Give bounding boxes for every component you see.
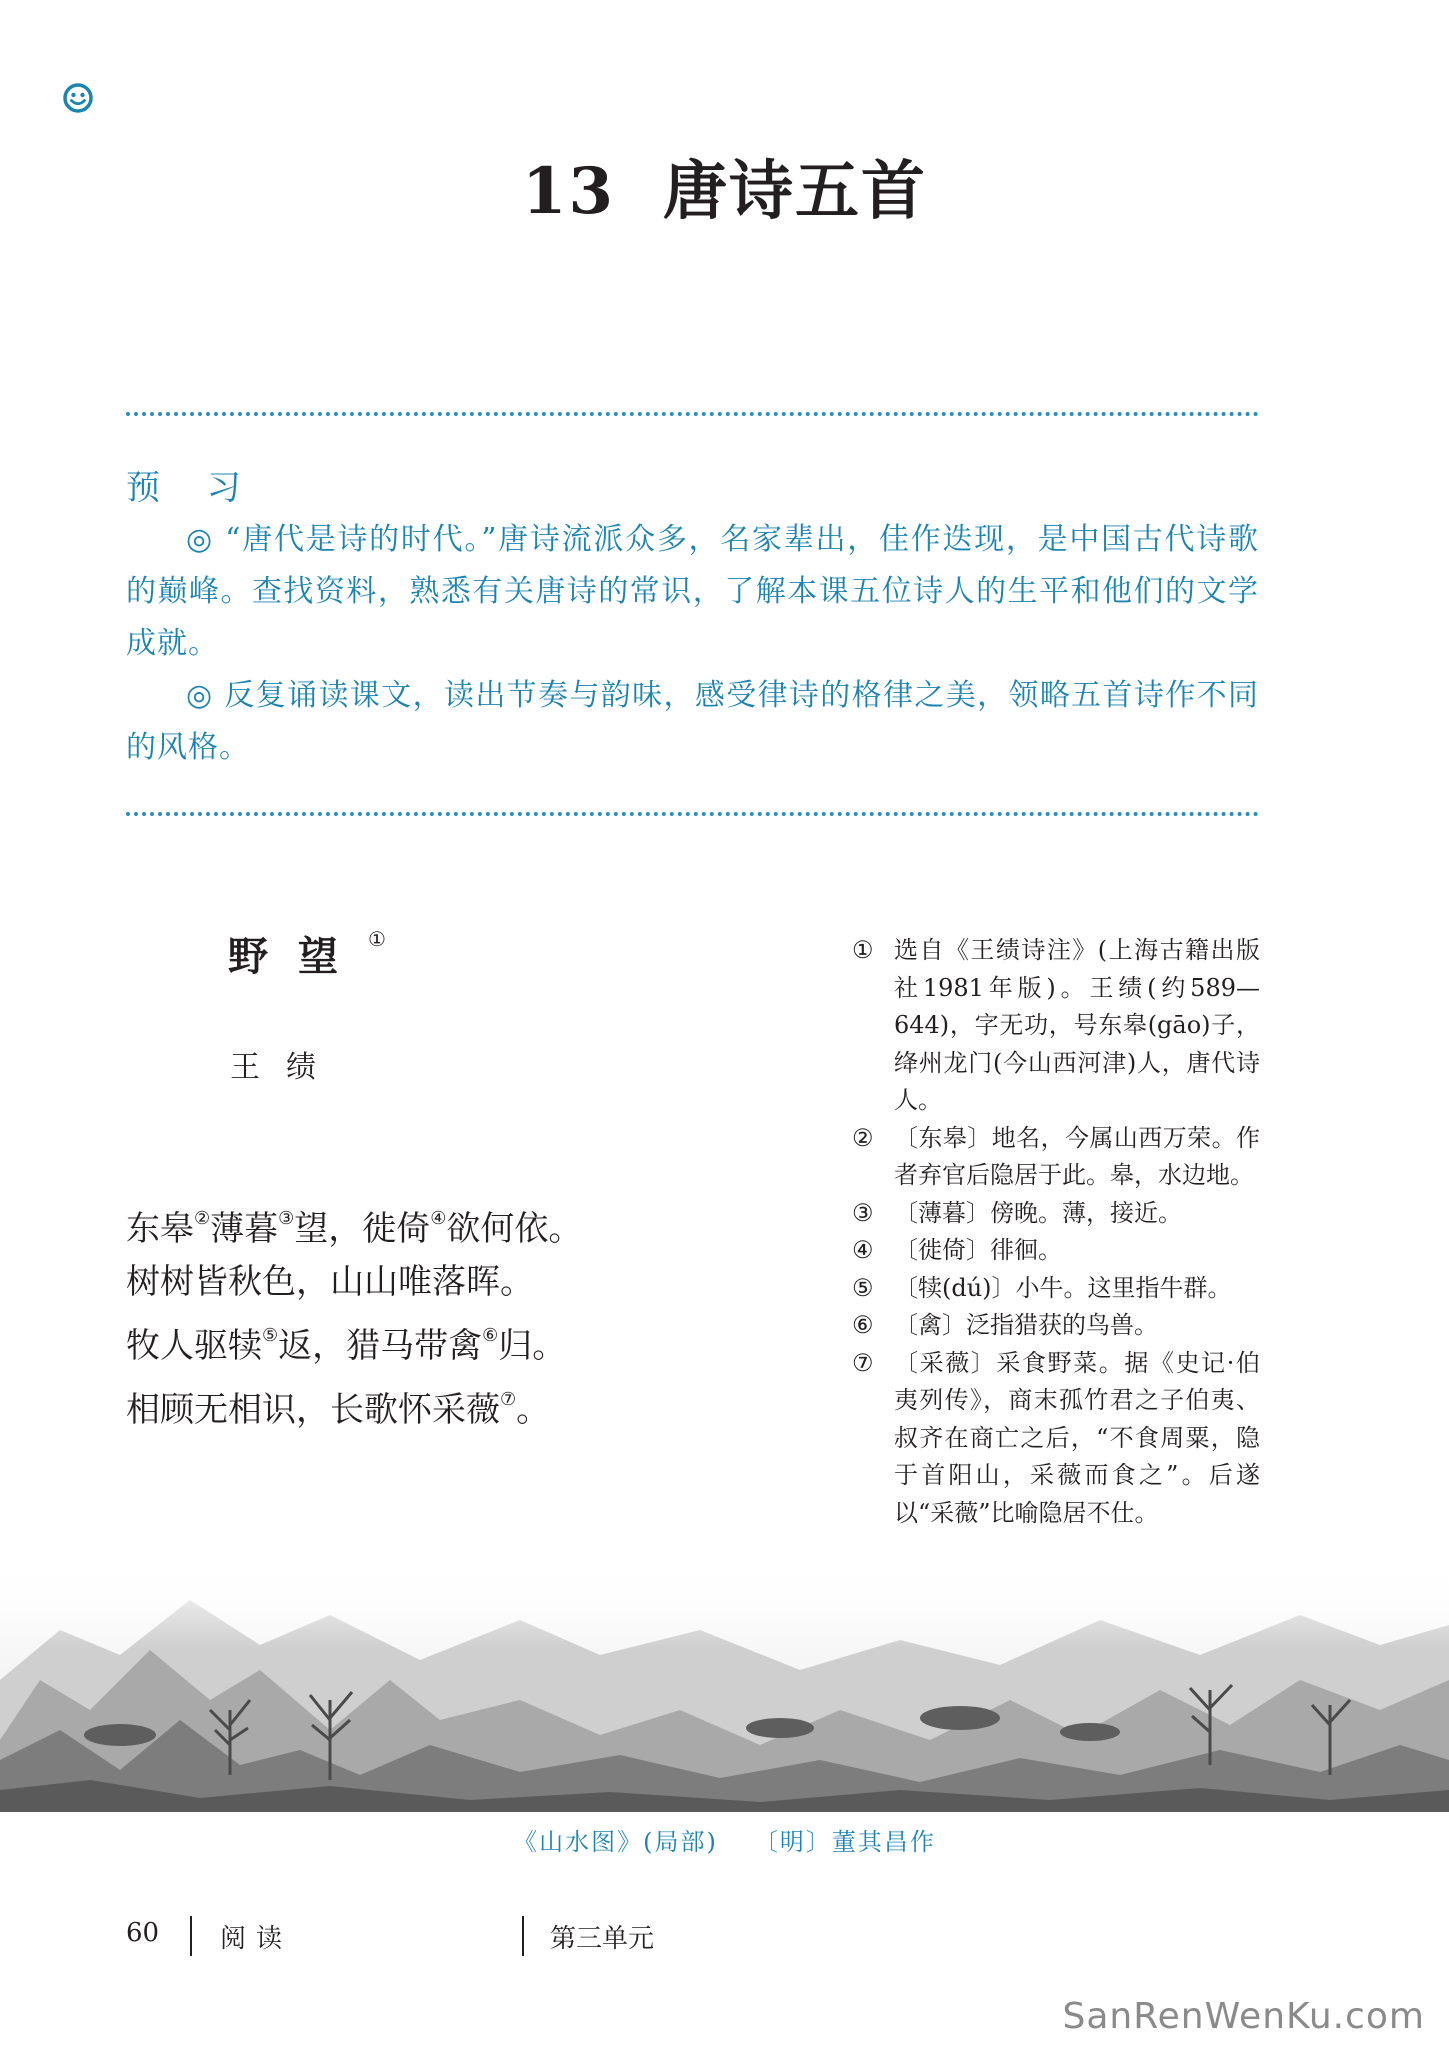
footnote — [852, 1120, 1260, 1195]
poem-text: 薄暮 — [210, 1209, 279, 1249]
poem-line — [126, 1309, 582, 1373]
poem-text: 欲何依。 — [446, 1209, 583, 1249]
footnote-number: ③ — [852, 1198, 874, 1227]
poem-title-note-marker: ① — [368, 927, 386, 951]
footnote-number: ⑤ — [852, 1273, 874, 1302]
landscape-painting — [0, 1560, 1449, 1812]
footnote-text: 〔犊(dú)〕小牛。这里指牛群。 — [894, 1273, 1232, 1302]
painting-caption-credit: 〔明〕董其昌作 — [753, 1828, 936, 1856]
preview-heading: 预 习 — [126, 468, 259, 508]
preview-paragraph-1: ◎ “唐代是诗的时代。”唐诗流派众多，名家辈出，佳作迭现，是中国古代诗歌的巅峰。查找资料，熟悉有关唐诗的常识，了解本课五位诗人的生平和他们的文学成就。 — [126, 522, 1259, 661]
footnote — [852, 1232, 1260, 1270]
poem-text: 树树皆秋色，山山唯落晖。 — [126, 1262, 534, 1302]
lesson-number: 13 — [521, 154, 616, 229]
poem-line — [126, 1256, 582, 1309]
footnote — [852, 932, 1260, 1120]
poem-text: 归。 — [498, 1326, 567, 1366]
poem-title-text: 野望 — [228, 933, 368, 980]
poem-note-marker: ⑥ — [482, 1325, 499, 1346]
poem-text: 望，徙倚 — [294, 1209, 431, 1249]
footnote-text: 〔东皋〕地名，今属山西万荣。作者弃官后隐居于此。皋，水边地。 — [894, 1123, 1260, 1189]
footnote — [852, 1345, 1260, 1533]
footnote-number: ⑥ — [852, 1311, 874, 1339]
painting-caption-title: 《山水图》(局部) — [513, 1828, 718, 1856]
poem-note-marker: ⑤ — [262, 1325, 279, 1346]
poem-text: 牧人驱犊 — [126, 1326, 262, 1366]
footnote-text: 选自《王绩诗注》(上海古籍出版社1981年版)。王绩(约589—644)，字无功，号东皋(gāo)子，绛州龙门(今山西河津)人，唐代诗人。 — [894, 936, 1260, 1114]
footnote-text: 〔徙倚〕徘徊。 — [894, 1236, 1062, 1264]
watermark: SanRenWenKu.com — [1062, 1996, 1425, 2037]
divider-bottom — [126, 812, 1259, 816]
footnote-text: 〔采薇〕采食野菜。据《史记·伯夷列传》，商末孤竹君之子伯夷、叔齐在商亡之后，“不食周粟，隐于首阳山，采薇而食之”。后遂以“采薇”比喻隐居不仕。 — [894, 1348, 1260, 1527]
poem-text: 返，猎马带禽 — [278, 1326, 483, 1366]
poem-line — [126, 1192, 582, 1256]
poem-note-marker: ④ — [430, 1208, 447, 1229]
footnote — [852, 1270, 1260, 1308]
footer-divider-1 — [190, 1916, 192, 1956]
footnote-number: ① — [852, 936, 874, 964]
preview-paragraph-2: ◎ 反复诵读课文，读出节奏与韵味，感受律诗的格律之美，领略五首诗作不同的风格。 — [126, 678, 1259, 765]
lesson-title-text: 唐诗五首 — [663, 154, 928, 229]
poem-note-marker: ③ — [278, 1208, 295, 1229]
footer-section: 阅读 — [220, 1924, 293, 1954]
footer-unit: 第三单元 — [550, 1924, 655, 1954]
page-number: 60 — [126, 1918, 160, 1948]
poem-note-marker: ② — [194, 1208, 211, 1229]
preview-body — [126, 514, 1259, 774]
poem-text: 相顾无相识，长歌怀采薇 — [126, 1390, 500, 1430]
smiley-icon — [62, 82, 94, 114]
footnote-number: ④ — [852, 1236, 874, 1264]
footer-divider-2 — [522, 1916, 524, 1956]
footnote — [852, 1195, 1260, 1233]
poem-title — [228, 925, 386, 982]
poem-body — [126, 1192, 582, 1437]
divider-top — [126, 412, 1259, 416]
poem-text: 东皋 — [126, 1209, 194, 1249]
lesson-title — [0, 140, 1449, 232]
painting-caption — [0, 1822, 1449, 1857]
poem-note-marker: ⑦ — [500, 1389, 517, 1410]
footnote-number: ② — [852, 1123, 874, 1152]
poem-line — [126, 1373, 582, 1437]
footnote-text: 〔薄暮〕傍晚。薄，接近。 — [894, 1198, 1182, 1227]
footnote — [852, 1307, 1260, 1345]
footnotes — [852, 932, 1260, 1532]
footnote-text: 〔禽〕泛指猎获的鸟兽。 — [894, 1311, 1158, 1339]
poem-author: 王绩 — [230, 1050, 342, 1085]
poem-text: 。 — [516, 1390, 551, 1430]
footnote-number: ⑦ — [852, 1348, 874, 1377]
